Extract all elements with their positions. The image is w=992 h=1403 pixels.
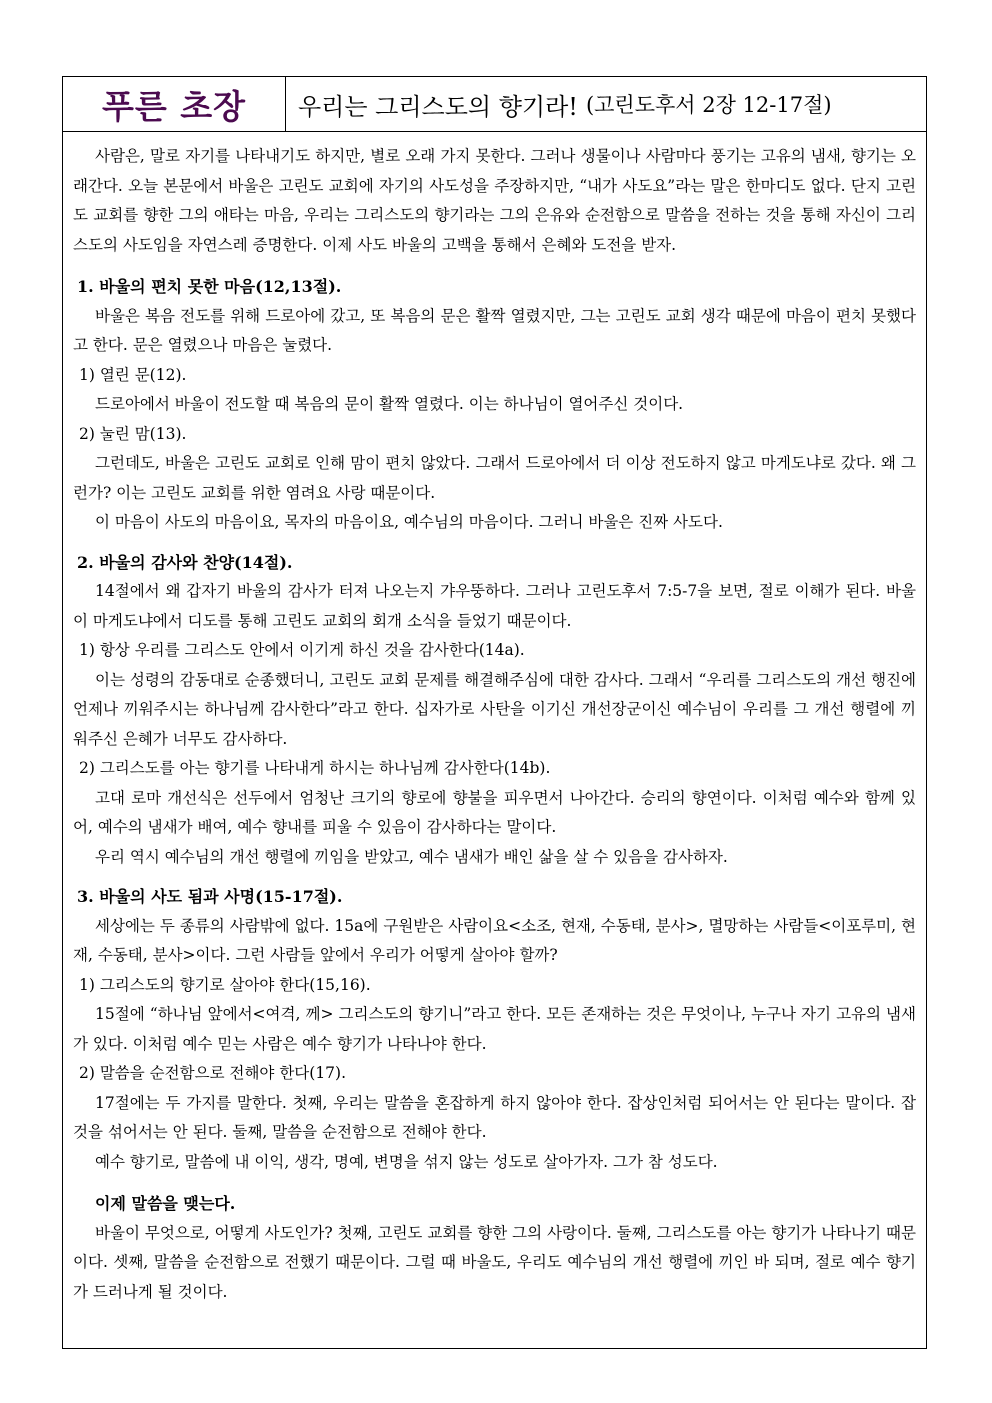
point-paragraph: 고대 로마 개선식은 선두에서 엄청난 크기의 향로에 향불을 피우면서 나아간다. 승리의 향연이다. 이처럼 예수와 함께 있어, 예수의 냄새가 배여, 예수 향내를 피울 수 있음이 감사하다는 말이다.: [73, 788, 916, 836]
point-paragraph: 드로아에서 바울이 전도할 때 복음의 문이 활짝 열렸다. 이는 하나님이 열어주신 것이다.: [95, 395, 684, 413]
point-paragraph: 이는 성령의 감동대로 순종했더니, 고린도 교회 문제를 해결해주심에 대한 감사다. 그래서 “우리를 그리스도의 개선 행진에 언제나 끼워주시는 하나님께 감사한다”라고 한다. 십자가로 사탄을 이기신 개선장군이신 예수님이 우리를 그 개선 행렬에 끼워주신 은혜가 너무도 감사하다.: [73, 670, 916, 748]
closing-paragraph: 바울이 무엇으로, 어떻게 사도인가? 첫째, 고린도 교회를 향한 그의 사랑이다. 둘째, 그리스도를 아는 향기가 나타나기 때문이다. 셋째, 말씀을 순전함으로 전했기 때문이다. 그럴 때 바울도, 우리도 예수님의 개선 행렬에 끼인 바 되며, 절로 예수 향기가 드러나게 될 것이다.: [73, 1223, 916, 1301]
section-heading: 1. 바울의 편치 못한 마음(12,13절).: [77, 277, 342, 296]
section-intro: 바울은 복음 전도를 위해 드로아에 갔고, 또 복음의 문은 활짝 열렸지만, 그는 고린도 교회 생각 때문에 마음이 편치 못했다고 한다. 문은 열렸으나 마음은 눌렸다.: [73, 306, 916, 354]
point-paragraph: 예수 향기로, 말씀에 내 이익, 생각, 명예, 변명을 섞지 않는 성도로 살아가자. 그가 참 성도다.: [95, 1152, 718, 1171]
sermon-title: [286, 77, 926, 131]
section-intro: 세상에는 두 종류의 사람밖에 없다. 15a에 구원받은 사람이요<소조, 현재, 수동태, 분사>, 멸망하는 사람들<이포루미, 현재, 수동태, 분사>이다. 그런 사람들 앞에서 우리가 어떻게 살아야 할까?: [73, 916, 916, 964]
point-paragraph: 그런데도, 바울은 고린도 교회로 인해 맘이 편치 않았다. 그래서 드로아에서 더 이상 전도하지 않고 마게도냐로 갔다. 왜 그런가? 이는 고린도 교회를 위한 염려요 사랑 때문이다.: [73, 454, 916, 502]
point-paragraph: 15절에 “하나님 앞에서<여격, 께> 그리스도의 향기니”라고 한다. 모든 존재하는 것은 무엇이나, 누구나 자기 고유의 냄새가 있다. 이처럼 예수 믿는 사람은 예수 향기가 나타나야 한다.: [73, 1005, 916, 1053]
bulletin-box: [62, 76, 927, 1349]
point-label: 1) 열린 문(12).: [79, 365, 187, 384]
section-heading: 2. 바울의 감사와 찬양(14절).: [77, 552, 293, 572]
sermon-body: [63, 132, 926, 1307]
point-label: 2) 그리스도를 아는 향기를 나타내게 하시는 하나님께 감사한다(14b).: [79, 759, 551, 777]
closing-heading: 이제 말씀을 맺는다.: [95, 1194, 236, 1213]
point-paragraph: 우리 역시 예수님의 개선 행렬에 끼임을 받았고, 예수 냄새가 배인 삶을 살 수 있음을 감사하자.: [95, 847, 728, 866]
intro-paragraph: 사람은, 말로 자기를 나타내기도 하지만, 별로 오래 가지 못한다. 그러나 생물이나 사람마다 풍기는 고유의 냄새, 향기는 오래간다. 오늘 본문에서 바울은 고린도 교회에 자기의 사도성을 주장하지만, “내가 사도요”라는 말은 한마디도 없다. 단지 고린도 교회를 향한 그의 애타는 마음, 우리는 그리스도의 향기라는 그의 은유와 순전함으로 말씀을 전하는 것을 통해 자신이 그리스도의 사도임을 자연스레 증명한다. 이제 사도 바울의 고백을 통해서 은혜와 도전을 받자.: [73, 147, 916, 254]
point-label: 1) 그리스도의 향기로 살아야 한다(15,16).: [79, 975, 371, 994]
point-label: 1) 항상 우리를 그리스도 안에서 이기게 하신 것을 감사한다(14a).: [79, 641, 525, 659]
point-paragraph: 이 마음이 사도의 마음이요, 목자의 마음이요, 예수님의 마음이다. 그러니 바울은 진짜 사도다.: [95, 513, 723, 531]
point-paragraph: 17절에는 두 가지를 말한다. 첫째, 우리는 말씀을 혼잡하게 하지 않아야 한다. 잡상인처럼 되어서는 안 된다는 말이다. 잡것을 섞어서는 안 된다. 둘째, 말씀을 순전함으로 전해야 한다.: [73, 1093, 916, 1141]
point-label: 2) 말씀을 순전함으로 전해야 한다(17).: [79, 1064, 347, 1082]
section-intro: 14절에서 왜 갑자기 바울의 감사가 터져 나오는지 갸우뚱하다. 그러나 고린도후서 7:5-7을 보면, 절로 이해가 된다. 바울이 마게도냐에서 디도를 통해 고린도 교회의 회개 소식을 들었기 때문이다.: [73, 582, 916, 630]
point-label: 2) 눌린 맘(13).: [79, 424, 187, 443]
section-heading: 3. 바울의 사도 됨과 사명(15-17절).: [77, 887, 343, 906]
header: [63, 77, 926, 132]
scripture-reference: (고린도후서 2장 12-17절): [585, 93, 832, 117]
brand-title: 푸른 초장: [63, 77, 286, 131]
sermon-title-text: 우리는 그리스도의 향기라!: [298, 92, 578, 121]
